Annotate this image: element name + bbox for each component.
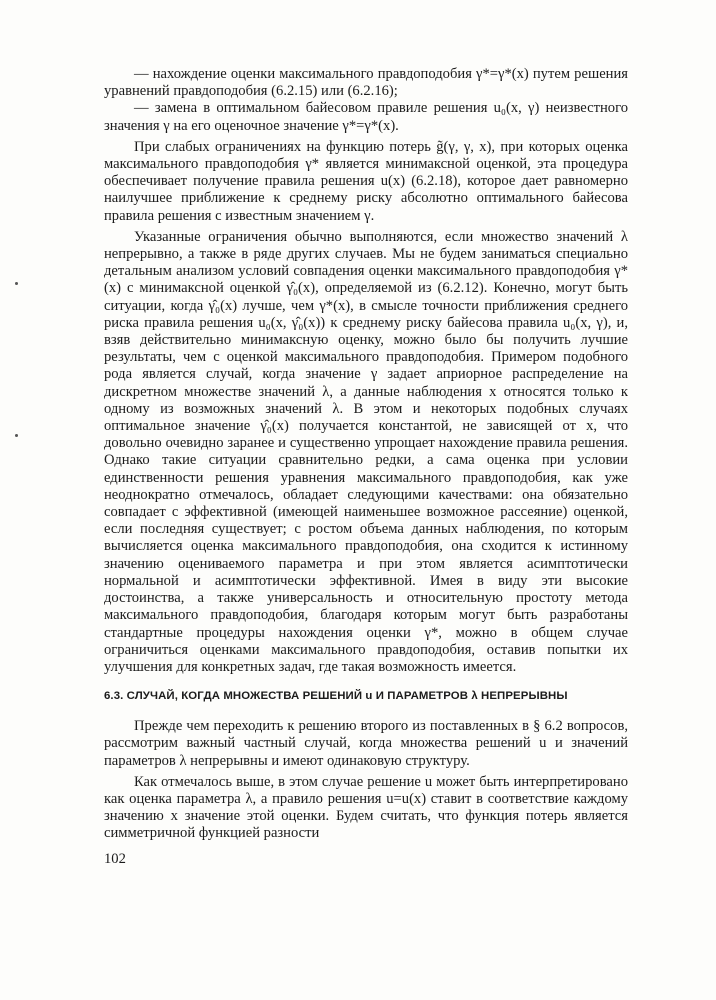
margin-speck <box>15 434 18 437</box>
paragraph-weak-constraints: При слабых ограничениях на функцию потерь g̃(γ, γ, x), при которых оценка максимального правдоподобия γ* является минимаксной оценкой, эта процедура обеспечивает получение правила решения u(x) (6.2.18), которое дает равномерно наилучшее приближение к среднему риску абсолютно оптимального байесова правила решения с известным значением γ. <box>104 138 628 224</box>
bullet-item-mle: — нахождение оценки максимального правдоподобия γ*=γ*(x) путем решения уравнений правдоподобия (6.2.15) или (6.2.16); <box>104 66 628 100</box>
paragraph-section-intro: Прежде чем переходить к решению второго из поставленных в § 6.2 вопросов, рассмотрим важный частный случай, когда множества решений u и значений параметров λ непрерывны и имеют одинаковую структуру. <box>104 718 628 769</box>
bullet-item-substitution: — замена в оптимальном байесовом правиле решения u₀(x, γ) неизвестного значения γ на его оценочное значение γ*=γ*(x). <box>104 100 628 134</box>
paragraph-decision-rule: Как отмечалось выше, в этом случае решение u может быть интерпретировано как оценка параметра λ, а правило решения u=u(x) ставит в соответствие каждому значению x значение этой оценки. Будем считать, что функция потерь является симметричной функцией разности <box>104 773 628 842</box>
book-page <box>104 66 628 868</box>
paragraph-constraints-satisfied: Указанные ограничения обычно выполняются, если множество значений λ непрерывно, а также в ряде других случаев. Мы не будем заниматься специально детальным анализом условий совпадения оценки максимального правдоподобия γ*(x) с минимаксной оценкой γ̂₀(x), определяемой из (6.2.12). Конечно, могут быть ситуации, когда γ̂₀(x) лучше, чем γ*(x), в смысле точности приближения среднего риска правила решения u₀(x, γ̂₀(x)) к среднему риску байесова правила u₀(x, γ), и, взяв действительно минимаксную оценку, можно было бы получить лучшие результаты, чем с оценкой максимального правдоподобия. Примером подобного рода является случай, когда значение γ задает априорное распределение на дискретном множестве значений λ, а данные наблюдения x относятся только к одному из возможных значений λ. В этом и некоторых подобных случаях оптимальное значение γ̂₀(x) получается константой, не зависящей от x, что довольно очевидно заранее и существенно упрощает нахождение правила решения. Однако такие ситуации сравнительно редки, а сама оценка при условии единственности решения уравнения максимального правдоподобия, как уже неоднократно отмечалось, обладает следующими качествами: она обязательно совпадает с эффективной (имеющей наименьшее возможное рассеяние) оценкой, если последняя существует; с ростом объема данных наблюдения, по которым вычисляется оценка максимального правдоподобия, она сходится к истинному значению оцениваемого параметра и при этом является асимптотически нормальной и асимптотически эффективной. Имея в виду эти высокие достоинства, а также универсальность и относительную простоту метода максимального правдоподобия, благодаря которым могут быть разработаны стандартные процедуры нахождения оценки γ*, можно в общем случае ограничиться оценками максимального правдоподобия, оставив попытки их улучшения для конкретных задач, где такая возможность имеется. <box>104 228 628 675</box>
section-heading: 6.3. СЛУЧАЙ, КОГДА МНОЖЕСТВА РЕШЕНИЙ u И ПАРАМЕТРОВ λ НЕПРЕРЫВНЫ <box>104 690 568 703</box>
margin-speck <box>15 282 18 285</box>
page-number: 102 <box>104 850 126 867</box>
